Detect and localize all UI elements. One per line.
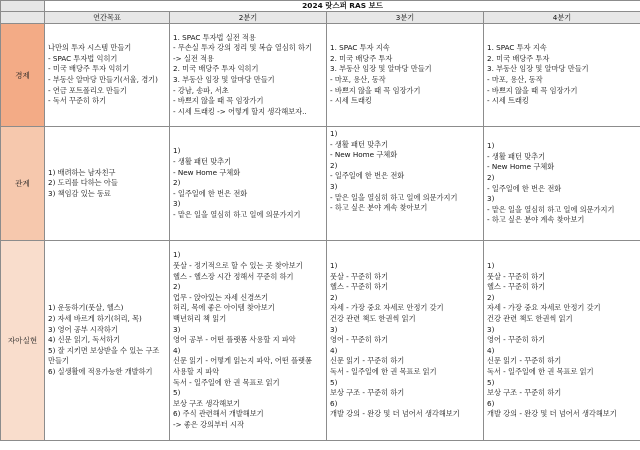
- cell-line: 2): [330, 292, 338, 302]
- cell-line: 사용할 지 파악: [173, 366, 220, 376]
- cell-line: 3): [173, 199, 181, 209]
- cell-self-q3[interactable]: [327, 241, 484, 441]
- cell-line: 3. 부동산 임장 및 알마당 만들기: [487, 64, 589, 74]
- cell-line: 1): [330, 129, 338, 138]
- cell-line: - New Home 구체화: [330, 150, 398, 160]
- cell-line: -> 좋은 강의부터 시작: [173, 419, 245, 429]
- cell-line: - 맡은 일을 열심히 하고 일에 의문가지기: [487, 204, 615, 214]
- cell-line: - 마포, 용산, 동작: [487, 75, 543, 84]
- cell-line: 영어 - 꾸준히 하기: [487, 335, 546, 345]
- cell-line: 백년허리 책 읽기: [173, 314, 227, 324]
- cell-line: - 일주일에 한 번은 전화: [173, 188, 248, 198]
- cell-line: - 맡은 일을 열심히 하고 일에 의문가지기: [173, 209, 301, 219]
- cell-line: 3) 영어 공부 시작하기: [48, 324, 118, 334]
- cell-line: 6) 실생활에 적용가능한 개발하기: [48, 366, 153, 376]
- row-self-realization: [1, 241, 640, 441]
- cell-line: - 바쁘지 않을 때 꼭 임장가기: [173, 96, 264, 106]
- cell-line: 5): [487, 377, 495, 387]
- cell-line: - 미국 배당주 투자 익히기: [48, 64, 130, 74]
- cell-line: 만들기: [48, 356, 69, 366]
- cell-line: 3) 책임감 있는 동료: [48, 188, 111, 198]
- cell-line: - 시세 트래킹: [487, 96, 529, 106]
- cell-self-q4[interactable]: [484, 241, 640, 441]
- cell-line: 헬스 - 꾸준히 하기: [330, 282, 389, 292]
- cell-line: - 강남, 송파, 서초: [173, 85, 229, 95]
- cell-economy-q2[interactable]: [170, 24, 327, 127]
- row-relationship: [1, 127, 640, 241]
- cell-line: - 생활 패턴 맞추기: [173, 157, 232, 167]
- cell-line: 건강 관련 책도 한권씩 읽기: [487, 314, 573, 324]
- cell-line: 신문 읽기 - 꾸준히 하기: [330, 356, 405, 366]
- cell-line: - New Home 구체화: [487, 162, 555, 172]
- cell-line: 독서 - 일주일에 한 권 목표로 읽기: [330, 366, 437, 376]
- cell-line: 신문 읽기 - 어떻게 읽는지 파악, 어떤 플랫폼: [173, 356, 312, 366]
- cell-self-annual[interactable]: [45, 241, 170, 441]
- cell-line: 개발 강의 - 완강 및 더 넘어서 생각해보기: [487, 409, 617, 419]
- cell-line: 영어 공부 - 어떤 플랫폼 사용할 지 파악: [173, 335, 296, 345]
- cell-line: 2): [330, 160, 338, 170]
- cell-relationship-q2[interactable]: [170, 127, 327, 241]
- cell-line: 나만의 투자 시스템 만들기: [48, 43, 132, 53]
- cell-line: 2): [487, 172, 495, 182]
- cell-line: - 일주일에 한 번은 전화: [330, 171, 405, 181]
- cell-economy-q3[interactable]: [327, 24, 484, 127]
- header-annual-goal[interactable]: 연간목표: [45, 12, 170, 24]
- cell-line: - 바쁘지 않을 때 꼭 임장가기: [330, 85, 421, 95]
- cell-line: 6) 주식 관련해서 개발해보기: [173, 409, 264, 419]
- cell-line: - 하고 싶은 분야 계속 찾아보기: [487, 215, 585, 225]
- cell-line: 자세 - 가장 중요 자세로 안정기 갖기: [330, 303, 444, 313]
- cell-line: 3. 부동산 임장 및 알마당 만들기: [173, 75, 275, 84]
- cell-economy-annual[interactable]: [45, 24, 170, 127]
- cell-line: - SPAC 투자법 익히기: [48, 53, 118, 63]
- cell-line: 보상 구조 생각해보기: [173, 398, 241, 408]
- cell-line: - 무손실 투자 강의 정리 및 복습 열심히 하기: [173, 43, 312, 53]
- cell-line: 1) 배려하는 남자친구: [48, 167, 116, 177]
- cell-line: 2): [173, 282, 181, 292]
- cell-line: - 연금 포트폴리오 만들기: [48, 85, 127, 95]
- cell-line: 2): [487, 292, 495, 302]
- category-self-realization[interactable]: 자아실현: [1, 241, 45, 441]
- cell-line: 5): [173, 388, 181, 398]
- cell-line: 4): [330, 345, 338, 355]
- cell-line: 허리, 목에 좋은 아이템 찾아보기: [173, 303, 275, 313]
- cell-line: 1): [173, 250, 181, 260]
- cell-line: 5): [330, 377, 338, 387]
- cell-line: 3): [173, 324, 181, 334]
- cell-line: - New Home 구체화: [173, 167, 241, 177]
- cell-line: 3): [487, 194, 495, 204]
- cell-line: 1): [487, 141, 495, 151]
- category-economy[interactable]: 경제: [1, 24, 45, 127]
- cell-line: 헬스 - 헬스장 시간 정해서 꾸준히 하기: [173, 271, 294, 281]
- cell-line: - 생활 패턴 맞추기: [487, 151, 546, 161]
- cell-line: 2. 미국 배당주 투자 익히기: [173, 64, 259, 74]
- cell-line: 영어 - 꾸준히 하기: [330, 335, 389, 345]
- cell-line: 신문 읽기 - 꾸준히 하기: [487, 356, 562, 366]
- cell-line: 3. 부동산 임장 및 알마당 만들기: [330, 64, 432, 74]
- header-q4[interactable]: 4분기: [484, 12, 640, 24]
- cell-line: 3): [330, 181, 338, 191]
- cell-line: 독서 - 일주일에 한 권 목표로 읽기: [487, 366, 594, 376]
- title-corner-cell[interactable]: [1, 1, 45, 12]
- cell-line: 1. SPAC 투자 지속: [487, 43, 547, 53]
- cell-line: 풋살 - 꾸준히 하기: [330, 271, 389, 281]
- cell-line: 1) 운동하기(풋살, 헬스): [48, 303, 124, 313]
- cell-line: - 생활 패턴 맞추기: [330, 139, 389, 149]
- cell-line: 업무 - 앉아있는 자세 신경쓰기: [173, 292, 269, 302]
- cell-line: 풋살 - 정기적으로 할 수 있는 곳 찾아보기: [173, 261, 303, 271]
- title-row: [1, 1, 640, 12]
- row-economy: [1, 24, 640, 127]
- cell-line: 2) 도리를 다하는 아들: [48, 178, 118, 188]
- cell-line: 개발 강의 - 완강 및 더 넘어서 생각해보기: [330, 409, 460, 419]
- cell-line: - 시세 트래킹: [330, 96, 372, 106]
- cell-line: 1. SPAC 투자법 실전 적용: [173, 32, 256, 42]
- header-row: [1, 12, 640, 24]
- header-q3[interactable]: 3분기: [327, 12, 484, 24]
- cell-line: 6): [487, 398, 495, 408]
- cell-line: 6): [330, 398, 338, 408]
- cell-line: - 시세 트래킹 -> 어떻게 할지 생각해보자..: [173, 106, 307, 116]
- cell-line: 2. 미국 배당주 투자: [487, 53, 550, 63]
- cell-line: 1): [173, 146, 181, 156]
- cell-line: 풋살 - 꾸준히 하기: [487, 271, 546, 281]
- cell-line: - 바쁘지 않을 때 꼭 임장가기: [487, 85, 578, 95]
- cell-line: 4) 신문 읽기, 독서하기: [48, 335, 121, 345]
- cell-relationship-q4[interactable]: [484, 127, 640, 241]
- cell-line: 1): [330, 261, 338, 271]
- cell-line: - 독서 꾸준히 하기: [48, 96, 107, 106]
- cell-line: 2) 자세 바르게 하기(허리, 목): [48, 314, 142, 324]
- cell-line: 2. 미국 배당주 투자: [330, 53, 393, 63]
- cell-self-q2[interactable]: [170, 241, 327, 441]
- cell-line: - 일주일에 한 번은 전화: [487, 183, 562, 193]
- cell-line: 4): [487, 345, 495, 355]
- cell-line: 5) 잘 지키면 보상받을 수 있는 구조: [48, 345, 160, 355]
- cell-line: - 부동산 알마당 만들기(서울, 경기): [48, 75, 158, 84]
- cell-line: 1. SPAC 투자 지속: [330, 43, 390, 53]
- cell-line: 자세 - 가장 중요 자세로 안정기 갖기: [487, 303, 601, 313]
- cell-line: 3): [330, 324, 338, 334]
- cell-line: - 맡은 일을 열심히 하고 일에 의문가지기: [330, 192, 458, 202]
- cell-line: 헬스 - 꾸준히 하기: [487, 282, 546, 292]
- cell-relationship-q3[interactable]: [327, 127, 484, 241]
- cell-line: 건강 관련 책도 한권씩 읽기: [330, 314, 416, 324]
- cell-line: - 마포, 용산, 동작: [330, 75, 386, 84]
- cell-line: 3): [487, 324, 495, 334]
- cell-line: 독서 - 일주일에 한 권 목표로 읽기: [173, 377, 280, 387]
- cell-line: - 하고 싶은 분야 계속 찾아보기: [330, 203, 428, 213]
- cell-relationship-annual[interactable]: [45, 127, 170, 241]
- cell-line: 4): [173, 345, 181, 355]
- board-title[interactable]: 2024 랏스퍼 RAS 보드: [45, 1, 640, 12]
- category-relationship[interactable]: 관계: [1, 127, 45, 241]
- cell-line: 보상 구조 - 꾸준히 하기: [487, 388, 562, 398]
- cell-line: 보상 구조 - 꾸준히 하기: [330, 388, 405, 398]
- cell-line: 1): [487, 261, 495, 271]
- cell-economy-q4[interactable]: [484, 24, 640, 127]
- cell-line: -> 실전 적용: [173, 53, 214, 63]
- header-corner[interactable]: [1, 12, 45, 24]
- cell-line: 2): [173, 178, 181, 188]
- header-q2[interactable]: 2분기: [170, 12, 327, 24]
